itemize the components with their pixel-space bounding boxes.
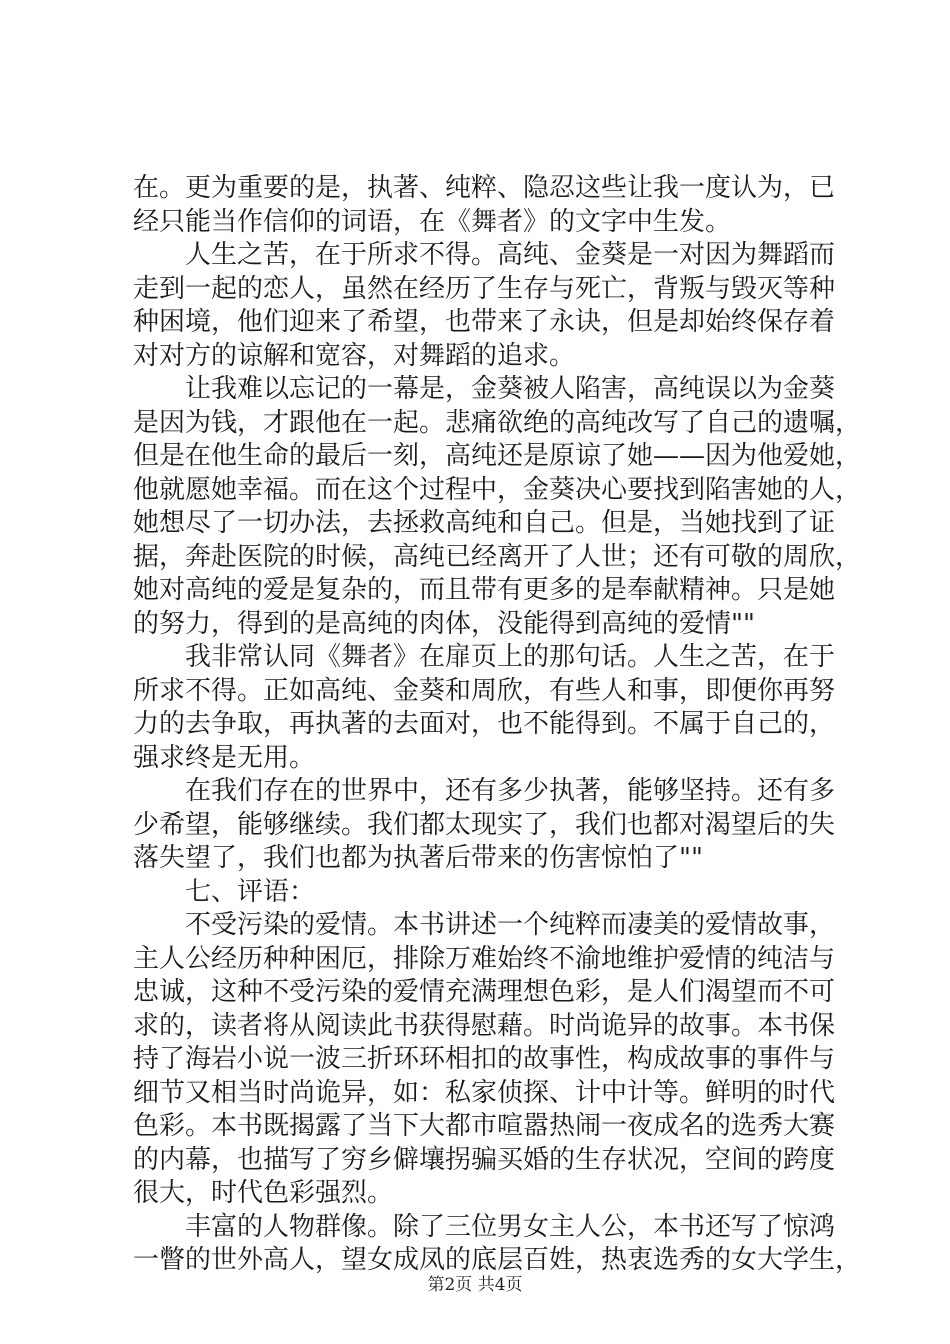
text-line: 所求不得。正如高纯、金葵和周欣，有些人和事，即便你再努 <box>133 675 836 706</box>
text-line: 在我们存在的世界中，还有多少执著，能够坚持。还有多 <box>185 776 836 806</box>
text-line: 求的，读者将从阅读此书获得慰藉。时尚诡异的故事。本书保 <box>133 1010 836 1041</box>
text-line: 强求终是无用。 <box>133 742 316 773</box>
text-line: 我非常认同《舞者》在扉页上的那句话。人生之苦，在于 <box>185 642 836 672</box>
text-line: 种困境，他们迎来了希望，也带来了永诀，但是却始终保存着 <box>133 307 836 337</box>
text-line: 一瞥的世外高人，望女成凤的底层百姓，热衷选秀的女大学生， <box>133 1245 862 1275</box>
text-line: 但是在他生命的最后一刻，高纯还是原谅了她——因为他爱她， <box>133 441 862 471</box>
text-line: 细节又相当时尚诡异，如：私家侦探、计中计等。鲜明的时代 <box>133 1077 836 1108</box>
text-line: 色彩。本书既揭露了当下大都市喧嚣热闹一夜成名的选秀大赛 <box>133 1111 836 1141</box>
text-line: 走到一起的恋人，虽然在经历了生存与死亡，背叛与毁灭等种 <box>133 273 836 304</box>
text-line: 少希望，能够继续。我们都太现实了，我们也都对渴望后的失 <box>133 809 836 840</box>
text-line: 持了海岩小说一波三折环环相扣的故事性，构成故事的事件与 <box>133 1044 836 1074</box>
text-line: 是因为钱，才跟他在一起。悲痛欲绝的高纯改写了自己的遗嘱， <box>133 407 862 438</box>
text-line: 据，奔赴医院的时候，高纯已经离开了人世；还有可敬的周欣， <box>133 541 862 572</box>
text-line: 不受污染的爱情。本书讲述一个纯粹而凄美的爱情故事， <box>185 910 836 940</box>
text-line: 的努力，得到的是高纯的肉体，没能得到高纯的爱情"" <box>133 608 755 639</box>
page-footer: 第2页 共4页 <box>427 1275 523 1295</box>
text-line: 人生之苦，在于所求不得。高纯、金葵是一对因为舞蹈而 <box>185 240 836 270</box>
text-line: 七、评语： <box>185 876 316 907</box>
text-line: 很大，时代色彩强烈。 <box>133 1178 394 1208</box>
text-line: 力的去争取，再执著的去面对，也不能得到。不属于自己的， <box>133 709 836 739</box>
text-line: 她对高纯的爱是复杂的，而且带有更多的是奉献精神。只是她 <box>133 575 836 605</box>
body-text <box>133 172 862 1278</box>
text-line: 丰富的人物群像。除了三位男女主人公，本书还写了惊鸿 <box>185 1211 836 1242</box>
text-line: 在。更为重要的是，执著、纯粹、隐忍这些让我一度认为，已 <box>133 173 836 203</box>
text-line: 让我难以忘记的一幕是，金葵被人陷害，高纯误以为金葵 <box>185 374 836 404</box>
text-line: 落失望了，我们也都为执著后带来的伤害惊怕了"" <box>133 843 703 873</box>
text-line: 的内幕，也描写了穷乡僻壤拐骗买婚的生存状况，空间的跨度 <box>133 1144 836 1175</box>
text-line: 他就愿她幸福。而在这个过程中，金葵决心要找到陷害她的人， <box>133 474 862 505</box>
text-line: 主人公经历种种困厄，排除万难始终不渝地维护爱情的纯洁与 <box>133 943 836 974</box>
text-line: 忠诚，这种不受污染的爱情充满理想色彩，是人们渴望而不可 <box>133 977 836 1007</box>
text-line: 对对方的谅解和宽容，对舞蹈的追求。 <box>133 340 576 371</box>
text-line: 经只能当作信仰的词语，在《舞者》的文字中生发。 <box>133 206 732 237</box>
text-line: 她想尽了一切办法，去拯救高纯和自己。但是，当她找到了证 <box>133 508 836 538</box>
